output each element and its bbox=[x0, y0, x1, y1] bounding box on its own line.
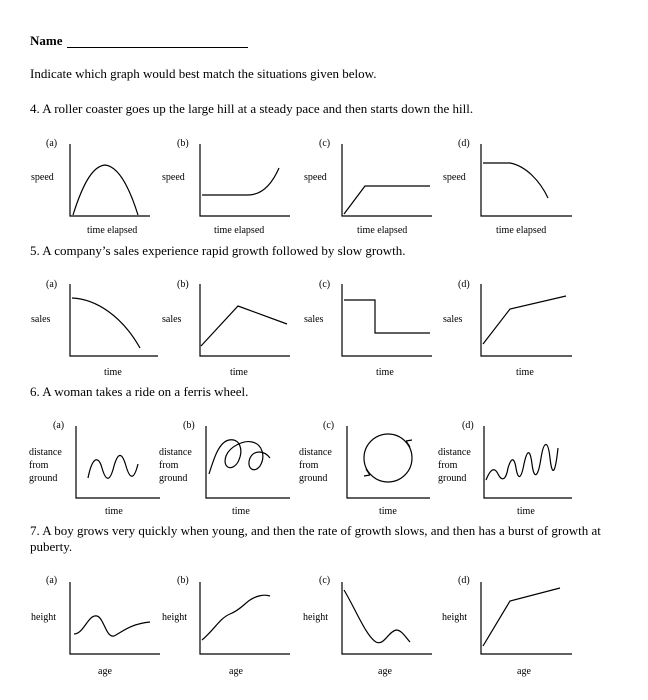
curve bbox=[201, 306, 287, 346]
question-6 bbox=[30, 384, 248, 400]
x-axis-label: age bbox=[98, 666, 112, 677]
q6-graph-b bbox=[206, 426, 290, 498]
axes bbox=[342, 284, 432, 356]
q5-graph-b bbox=[200, 284, 290, 356]
y-axis-label: sales bbox=[304, 314, 324, 325]
question-text: A roller coaster goes up the large hill at a steady pace and then starts down the hill. bbox=[42, 101, 474, 116]
x-axis-label: time bbox=[232, 506, 250, 517]
option-label: (d) bbox=[458, 138, 470, 149]
q4-graph-d bbox=[481, 144, 572, 216]
option-label: (d) bbox=[458, 279, 470, 290]
option-label: (a) bbox=[46, 138, 58, 149]
q5-graph-d bbox=[481, 284, 572, 356]
y-axis-label: speed bbox=[162, 172, 185, 183]
q5-graph-c bbox=[342, 284, 432, 356]
q6-graph-a bbox=[76, 426, 160, 498]
question-number: 6. bbox=[30, 384, 40, 399]
question-number: 7. bbox=[30, 523, 40, 538]
question-5 bbox=[30, 243, 406, 259]
x-axis-label: age bbox=[229, 666, 243, 677]
y-axis-label: distance from ground bbox=[299, 447, 332, 484]
axes bbox=[76, 426, 160, 498]
y-axis-label: speed bbox=[31, 172, 54, 183]
q4-graph-c bbox=[342, 144, 432, 216]
curve bbox=[88, 456, 138, 479]
option-label: (c) bbox=[319, 279, 331, 290]
option-label: (a) bbox=[53, 420, 65, 431]
question-text: A woman takes a ride on a ferris wheel. bbox=[42, 384, 249, 399]
axes bbox=[484, 426, 572, 498]
curve bbox=[483, 296, 566, 344]
curve bbox=[486, 445, 558, 481]
axes bbox=[70, 144, 150, 216]
instructions: Indicate which graph would best match the situations given below. bbox=[30, 66, 377, 81]
q5-graphs bbox=[0, 276, 648, 366]
option-label: (d) bbox=[458, 575, 470, 586]
option-label: (c) bbox=[319, 138, 331, 149]
curve bbox=[344, 300, 430, 333]
q7-graph-d bbox=[481, 582, 572, 654]
q5-graph-a bbox=[70, 284, 158, 356]
option-label: (b) bbox=[177, 138, 189, 149]
option-label: (a) bbox=[46, 575, 58, 586]
x-axis-label: age bbox=[517, 666, 531, 677]
x-axis-label: time bbox=[376, 367, 394, 378]
y-axis-label: distance from ground bbox=[159, 447, 192, 484]
question-4 bbox=[30, 101, 473, 117]
axes bbox=[347, 426, 430, 498]
q6-graphs bbox=[0, 418, 648, 503]
q7-graphs bbox=[0, 574, 648, 664]
option-label: (c) bbox=[319, 575, 331, 586]
y-axis-label: height bbox=[31, 612, 56, 623]
curve bbox=[483, 588, 560, 646]
option-label: (b) bbox=[177, 575, 189, 586]
q7-graph-c bbox=[342, 582, 432, 654]
q7-graph-a bbox=[70, 582, 160, 654]
curve bbox=[344, 186, 430, 214]
x-axis-label: time bbox=[516, 367, 534, 378]
axes bbox=[481, 582, 572, 654]
question-7 bbox=[30, 523, 620, 555]
x-axis-label: time elapsed bbox=[87, 225, 138, 236]
q4-graphs bbox=[0, 136, 648, 226]
y-axis-label: distance from ground bbox=[438, 447, 471, 484]
y-axis-label: speed bbox=[304, 172, 327, 183]
x-axis-label: time bbox=[104, 367, 122, 378]
axes bbox=[481, 144, 572, 216]
axes bbox=[206, 426, 290, 498]
y-axis-label: speed bbox=[443, 172, 466, 183]
y-axis-label: distance from ground bbox=[29, 447, 62, 484]
option-label: (b) bbox=[183, 420, 195, 431]
axes bbox=[481, 284, 572, 356]
curve bbox=[209, 440, 270, 474]
q4-graph-b bbox=[200, 144, 290, 216]
curve bbox=[73, 165, 138, 215]
axes bbox=[70, 582, 160, 654]
axes bbox=[200, 144, 290, 216]
option-label: (d) bbox=[462, 420, 474, 431]
x-axis-label: time elapsed bbox=[357, 225, 408, 236]
x-axis-label: time elapsed bbox=[496, 225, 547, 236]
curve bbox=[202, 595, 270, 640]
curve bbox=[483, 163, 548, 198]
curve bbox=[74, 616, 150, 636]
x-axis-label: time bbox=[379, 506, 397, 517]
q4-graph-a bbox=[70, 144, 150, 216]
curve bbox=[344, 590, 410, 643]
axes bbox=[70, 284, 158, 356]
question-number: 4. bbox=[30, 101, 40, 116]
axes bbox=[342, 144, 432, 216]
option-label: (a) bbox=[46, 279, 58, 290]
x-axis-label: age bbox=[378, 666, 392, 677]
name-field[interactable] bbox=[67, 47, 248, 48]
y-axis-label: sales bbox=[443, 314, 463, 325]
axes bbox=[200, 582, 290, 654]
curve bbox=[72, 298, 140, 348]
q6-graph-d bbox=[484, 426, 572, 498]
y-axis-label: height bbox=[442, 612, 467, 623]
curve bbox=[364, 434, 412, 482]
name-label: Name bbox=[30, 33, 63, 48]
y-axis-label: height bbox=[162, 612, 187, 623]
x-axis-label: time bbox=[517, 506, 535, 517]
option-label: (b) bbox=[177, 279, 189, 290]
y-axis-label: sales bbox=[162, 314, 182, 325]
x-axis-label: time bbox=[105, 506, 123, 517]
q6-graph-c bbox=[347, 426, 430, 498]
x-axis-label: time elapsed bbox=[214, 225, 265, 236]
axes bbox=[342, 582, 432, 654]
question-text: A boy grows very quickly when young, and then the rate of growth slows, and then has a burst of growth at puberty. bbox=[30, 523, 601, 554]
y-axis-label: sales bbox=[31, 314, 51, 325]
q7-graph-b bbox=[200, 582, 290, 654]
option-label: (c) bbox=[323, 420, 335, 431]
question-number: 5. bbox=[30, 243, 40, 258]
question-text: A company’s sales experience rapid growth followed by slow growth. bbox=[42, 243, 406, 258]
curve bbox=[202, 168, 279, 195]
y-axis-label: height bbox=[303, 612, 328, 623]
x-axis-label: time bbox=[230, 367, 248, 378]
